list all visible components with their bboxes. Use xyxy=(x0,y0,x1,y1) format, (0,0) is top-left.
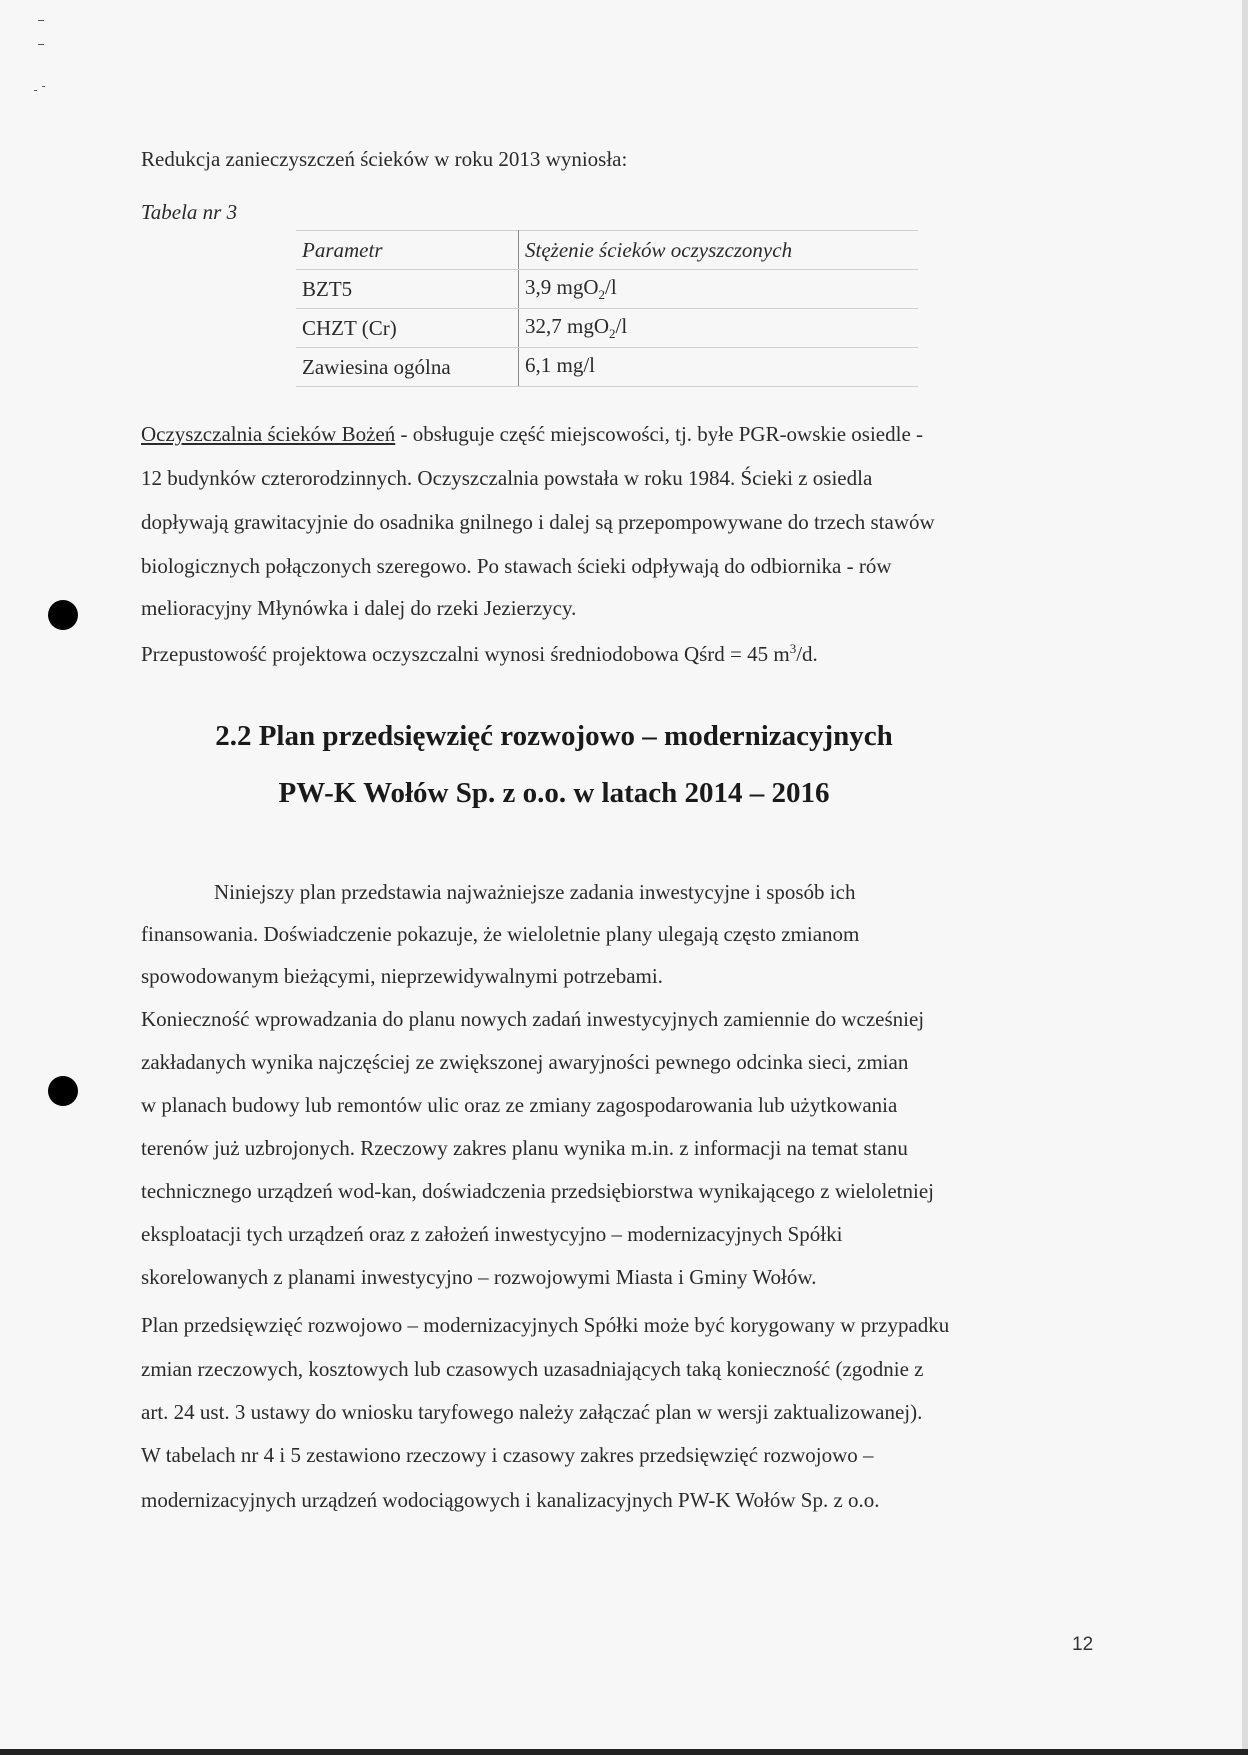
paragraph-line: eksploatacji tych urządzeń oraz z założeń inwestycyjno – modernizacyjnych Spółki xyxy=(141,1222,843,1246)
table-row xyxy=(296,348,918,387)
paragraph-line: w planach budowy lub remontów ulic oraz ze zmiany zagospodarowania lub użytkowania xyxy=(141,1093,898,1117)
paragraph-line: Przepustowość projektowa oczyszczalni wynosi średniodobowa Qśrd = 45 $m^3/d$. xyxy=(141,641,818,666)
scan-edge-bottom xyxy=(0,1749,1248,1755)
paragraph-line: art. 24 ust. 3 ustawy do wniosku taryfowego należy załączać plan w wersji zaktualizowanej). xyxy=(141,1400,923,1424)
paragraph-line: spowodowanym bieżącymi, nieprzewidywalnymi potrzebami. xyxy=(141,964,663,988)
margin-mark xyxy=(38,44,44,45)
margin-mark xyxy=(42,86,45,87)
table-cell-parameter: Zawiesina ogólna xyxy=(296,348,519,387)
table-header-concentration: Stężenie ścieków oczyszczonych xyxy=(519,231,919,270)
table-header-parameter: Parametr xyxy=(296,231,519,270)
table-cell-parameter: CHZT (Cr) xyxy=(296,309,519,348)
table-row xyxy=(296,309,918,348)
intro-text: Redukcja zanieczyszczeń ścieków w roku 2013 wyniosła: xyxy=(141,147,628,171)
table-header-row xyxy=(296,231,918,270)
margin-mark xyxy=(38,20,44,21)
paragraph-line: dopływają grawitacyjnie do osadnika gnilnego i dalej są przepompowywane do trzech stawów xyxy=(141,510,935,534)
paragraph-line: modernizacyjnych urządzeń wodociągowych i kanalizacyjnych PW-K Wołów Sp. z o.o. xyxy=(141,1488,880,1512)
paragraph-line: Oczyszczalnia ścieków Bożeń - obsługuje część miejscowości, tj. byłe PGR-owskie osiedle - xyxy=(141,422,924,446)
section-heading: PW-K Wołów Sp. z o.o. w latach 2014 – 2016 xyxy=(278,777,830,809)
paragraph-line: zakładanych wynika najczęściej ze zwiększonej awaryjności pewnego odcinka sieci, zmian xyxy=(141,1050,909,1074)
paragraph-line: Konieczność wprowadzania do planu nowych zadań inwestycyjnych zamiennie do wcześniej xyxy=(141,1007,925,1031)
paragraph-line: Niniejszy plan przedstawia najważniejsze zadania inwestycyjne i sposób ich xyxy=(214,880,856,904)
scan-edge xyxy=(1242,0,1248,1755)
paragraph-line: biologicznych połączonych szeregowo. Po stawach ścieki odpływają do odbiornika - rów xyxy=(141,554,892,578)
table-cell-parameter: BZT5 xyxy=(296,270,519,309)
table-cell-value: 3,9 mgO$_2$/l xyxy=(519,270,919,309)
section-heading: 2.2 Plan przedsięwzięć rozwojowo – modernizacyjnych xyxy=(215,720,893,752)
plant-name: Oczyszczalnia ścieków Bożeń xyxy=(141,422,396,446)
table-row xyxy=(296,270,918,309)
punch-hole xyxy=(48,600,78,630)
paragraph-line: terenów już uzbrojonych. Rzeczowy zakres planu wynika m.in. z informacji na temat stanu xyxy=(141,1136,908,1160)
paragraph-line: 12 budynków czterorodzinnych. Oczyszczalnia powstała w roku 1984. Ścieki z osiedla xyxy=(141,466,873,490)
table-cell-value: 32,7 mgO$_2$/l xyxy=(519,309,919,348)
paragraph-line: Plan przedsięwzięć rozwojowo – modernizacyjnych Spółki może być korygowany w przypadku xyxy=(141,1313,950,1337)
paragraph-line: zmian rzeczowych, kosztowych lub czasowych uzasadniających taką konieczność (zgodnie z xyxy=(141,1357,924,1381)
paragraph-line: technicznego urządzeń wod-kan, doświadczenia przedsiębiorstwa wynikającego z wieloletniej xyxy=(141,1179,934,1203)
table-caption: Tabela nr 3 xyxy=(141,200,238,224)
parameters-table xyxy=(296,230,918,387)
margin-mark xyxy=(34,90,37,91)
paragraph-line: W tabelach nr 4 i 5 zestawiono rzeczowy i czasowy zakres przedsięwzięć rozwojowo – xyxy=(141,1443,874,1467)
page-number: 12 xyxy=(1072,1634,1094,1655)
paragraph-line: finansowania. Doświadczenie pokazuje, że wieloletnie plany ulegają często zmianom xyxy=(141,922,860,946)
paragraph-line: skorelowanych z planami inwestycyjno – rozwojowymi Miasta i Gminy Wołów. xyxy=(141,1265,817,1289)
table-cell-value: 6,1 mg/l xyxy=(519,348,919,387)
punch-hole xyxy=(48,1076,78,1106)
paragraph-line: melioracyjny Młynówka i dalej do rzeki Jezierzycy. xyxy=(141,596,577,620)
